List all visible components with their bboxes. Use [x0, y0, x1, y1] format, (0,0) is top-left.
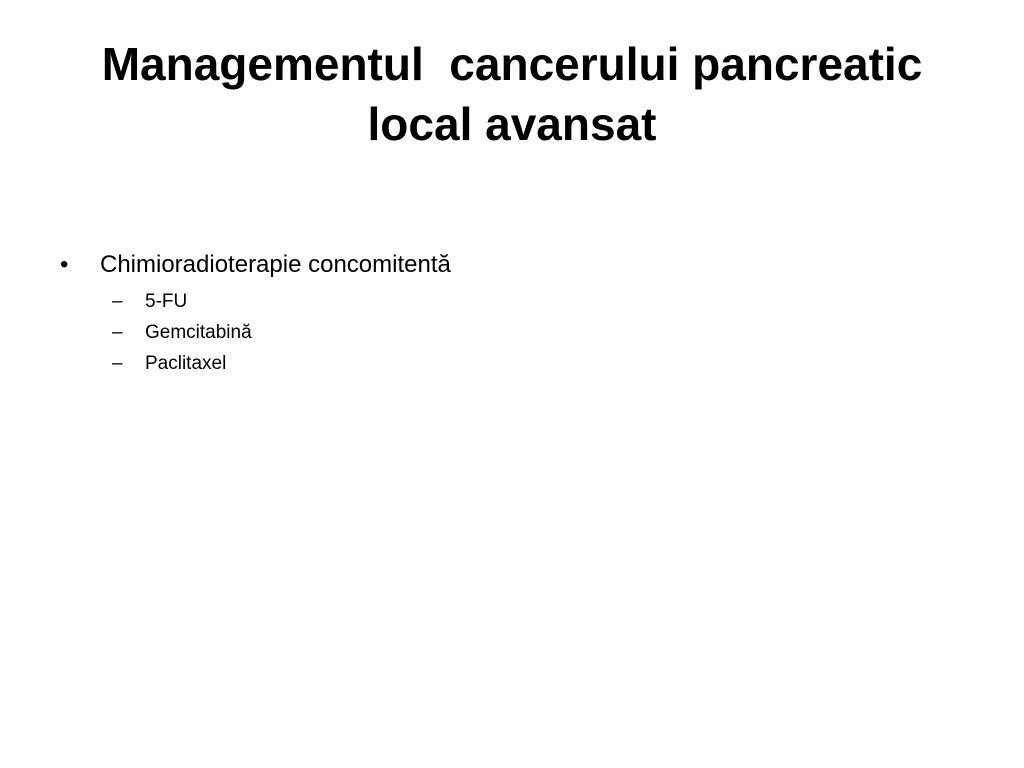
sub-bullet-text: Paclitaxel	[145, 353, 227, 374]
slide-title-line-1: Managementul cancerului pancreatic	[101, 38, 923, 90]
bullet-item	[60, 248, 960, 282]
dash-marker: –	[112, 353, 123, 374]
dash-marker: –	[112, 291, 123, 312]
slide-title	[20, 34, 1004, 154]
slide-title-line-2: local avansat	[367, 98, 657, 150]
slide-body	[60, 248, 960, 379]
sub-bullet-item	[60, 317, 960, 348]
bullet-text: Chimioradioterapie concomitentă	[100, 251, 451, 278]
bullet-marker: •	[60, 251, 69, 278]
sub-bullet-text: 5-FU	[145, 291, 188, 312]
sub-bullet-list	[60, 286, 960, 379]
sub-bullet-item	[60, 348, 960, 379]
sub-bullet-item	[60, 286, 960, 317]
dash-marker: –	[112, 322, 123, 343]
sub-bullet-text: Gemcitabină	[145, 322, 252, 343]
